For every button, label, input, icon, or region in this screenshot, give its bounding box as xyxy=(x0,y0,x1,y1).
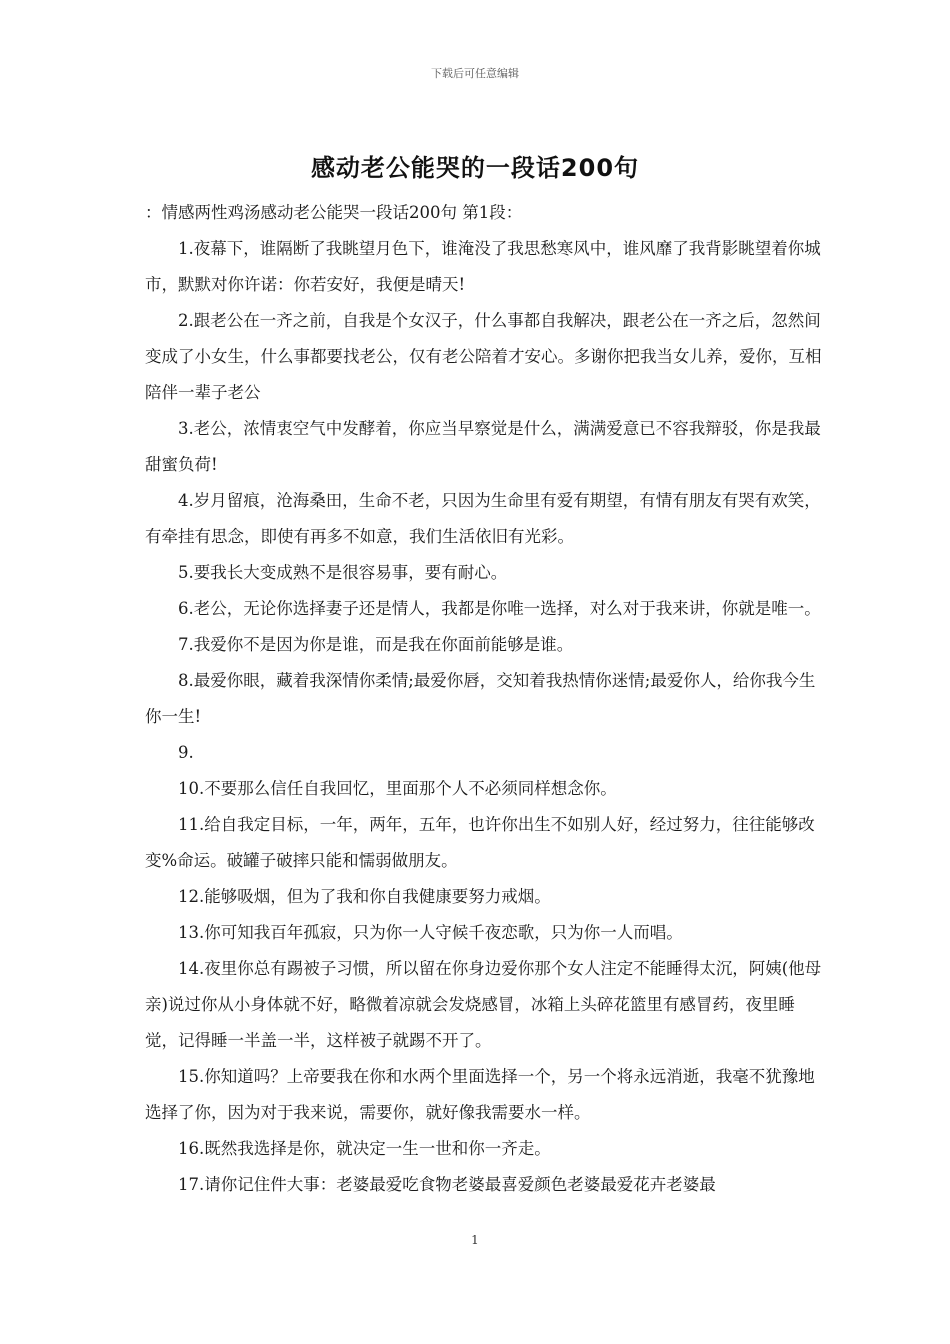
list-item: 8.最爱你眼，藏着我深情你柔情;最爱你唇，交知着我热情你迷情;最爱你人，给你我今生你一生! xyxy=(145,671,816,726)
document-body xyxy=(145,195,825,1203)
list-item: 3.老公，浓情衷空气中发酵着，你应当早察觉是什么，满满爱意已不容我辩驳，你是我最甜蜜负荷! xyxy=(145,419,821,474)
list-item: 17.请你记住件大事：老婆最爱吃食物老婆最喜爱颜色老婆最爱花卉老婆最 xyxy=(178,1175,716,1194)
list-item: 11.给自我定目标，一年，两年，五年，也许你出生不如别人好，经过努力，往往能够改变%命运。破罐子破摔只能和懦弱做朋友。 xyxy=(145,815,815,870)
list-item: 9. xyxy=(178,743,194,762)
list-item: 2.跟老公在一齐之前，自我是个女汉子，什么事都自我解决，跟老公在一齐之后，忽然间变成了小女生，什么事都要找老公，仅有老公陪着才安心。多谢你把我当女儿养，爱你，互相陪伴一辈子老公 xyxy=(145,311,822,402)
page-number: 1 xyxy=(471,1233,479,1247)
list-item: 13.你可知我百年孤寂，只为你一人守候千夜恋歌，只为你一人而唱。 xyxy=(178,923,683,942)
list-item: 7.我爱你不是因为你是谁，而是我在你面前能够是谁。 xyxy=(178,635,574,654)
intro-line: ：情感两性鸡汤感动老公能哭一段话200句 第1段： xyxy=(145,203,523,222)
list-item: 6.老公，无论你选择妻子还是情人，我都是你唯一选择，对么对于我来讲，你就是唯一。 xyxy=(178,599,821,618)
list-item: 1.夜幕下，谁隔断了我眺望月色下，谁淹没了我思愁寒风中，谁风靡了我背影眺望着你城市，默默对你许诺：你若安好，我便是晴天! xyxy=(145,239,821,294)
list-item: 4.岁月留痕，沧海桑田，生命不老，只因为生命里有爱有期望，有情有朋友有哭有欢笑，有牵挂有思念，即使有再多不如意，我们生活依旧有光彩。 xyxy=(145,491,821,546)
document-title: 感动老公能哭的一段话200句 xyxy=(310,154,640,182)
header-note: 下载后可任意编辑 xyxy=(431,67,519,80)
list-item: 5.要我长大变成熟不是很容易事，要有耐心。 xyxy=(178,563,508,582)
list-item: 15.你知道吗？上帝要我在你和水两个里面选择一个，另一个将永远消逝，我毫不犹豫地选择了你，因为对于我来说，需要你，就好像我需要水一样。 xyxy=(145,1067,815,1122)
list-item: 12.能够吸烟，但为了我和你自我健康要努力戒烟。 xyxy=(178,887,551,906)
list-item: 16.既然我选择是你，就决定一生一世和你一齐走。 xyxy=(178,1139,551,1158)
list-item: 14.夜里你总有踢被子习惯，所以留在你身边爱你那个女人注定不能睡得太沉，阿姨(他母亲)说过你从小身体就不好，略微着凉就会发烧感冒，冰箱上头碎花篮里有感冒药，夜里睡觉，记得睡一半盖一半，这样被子就踢不开了。 xyxy=(145,959,822,1050)
list-item: 10.不要那么信任自我回忆，里面那个人不必须同样想念你。 xyxy=(178,779,617,798)
